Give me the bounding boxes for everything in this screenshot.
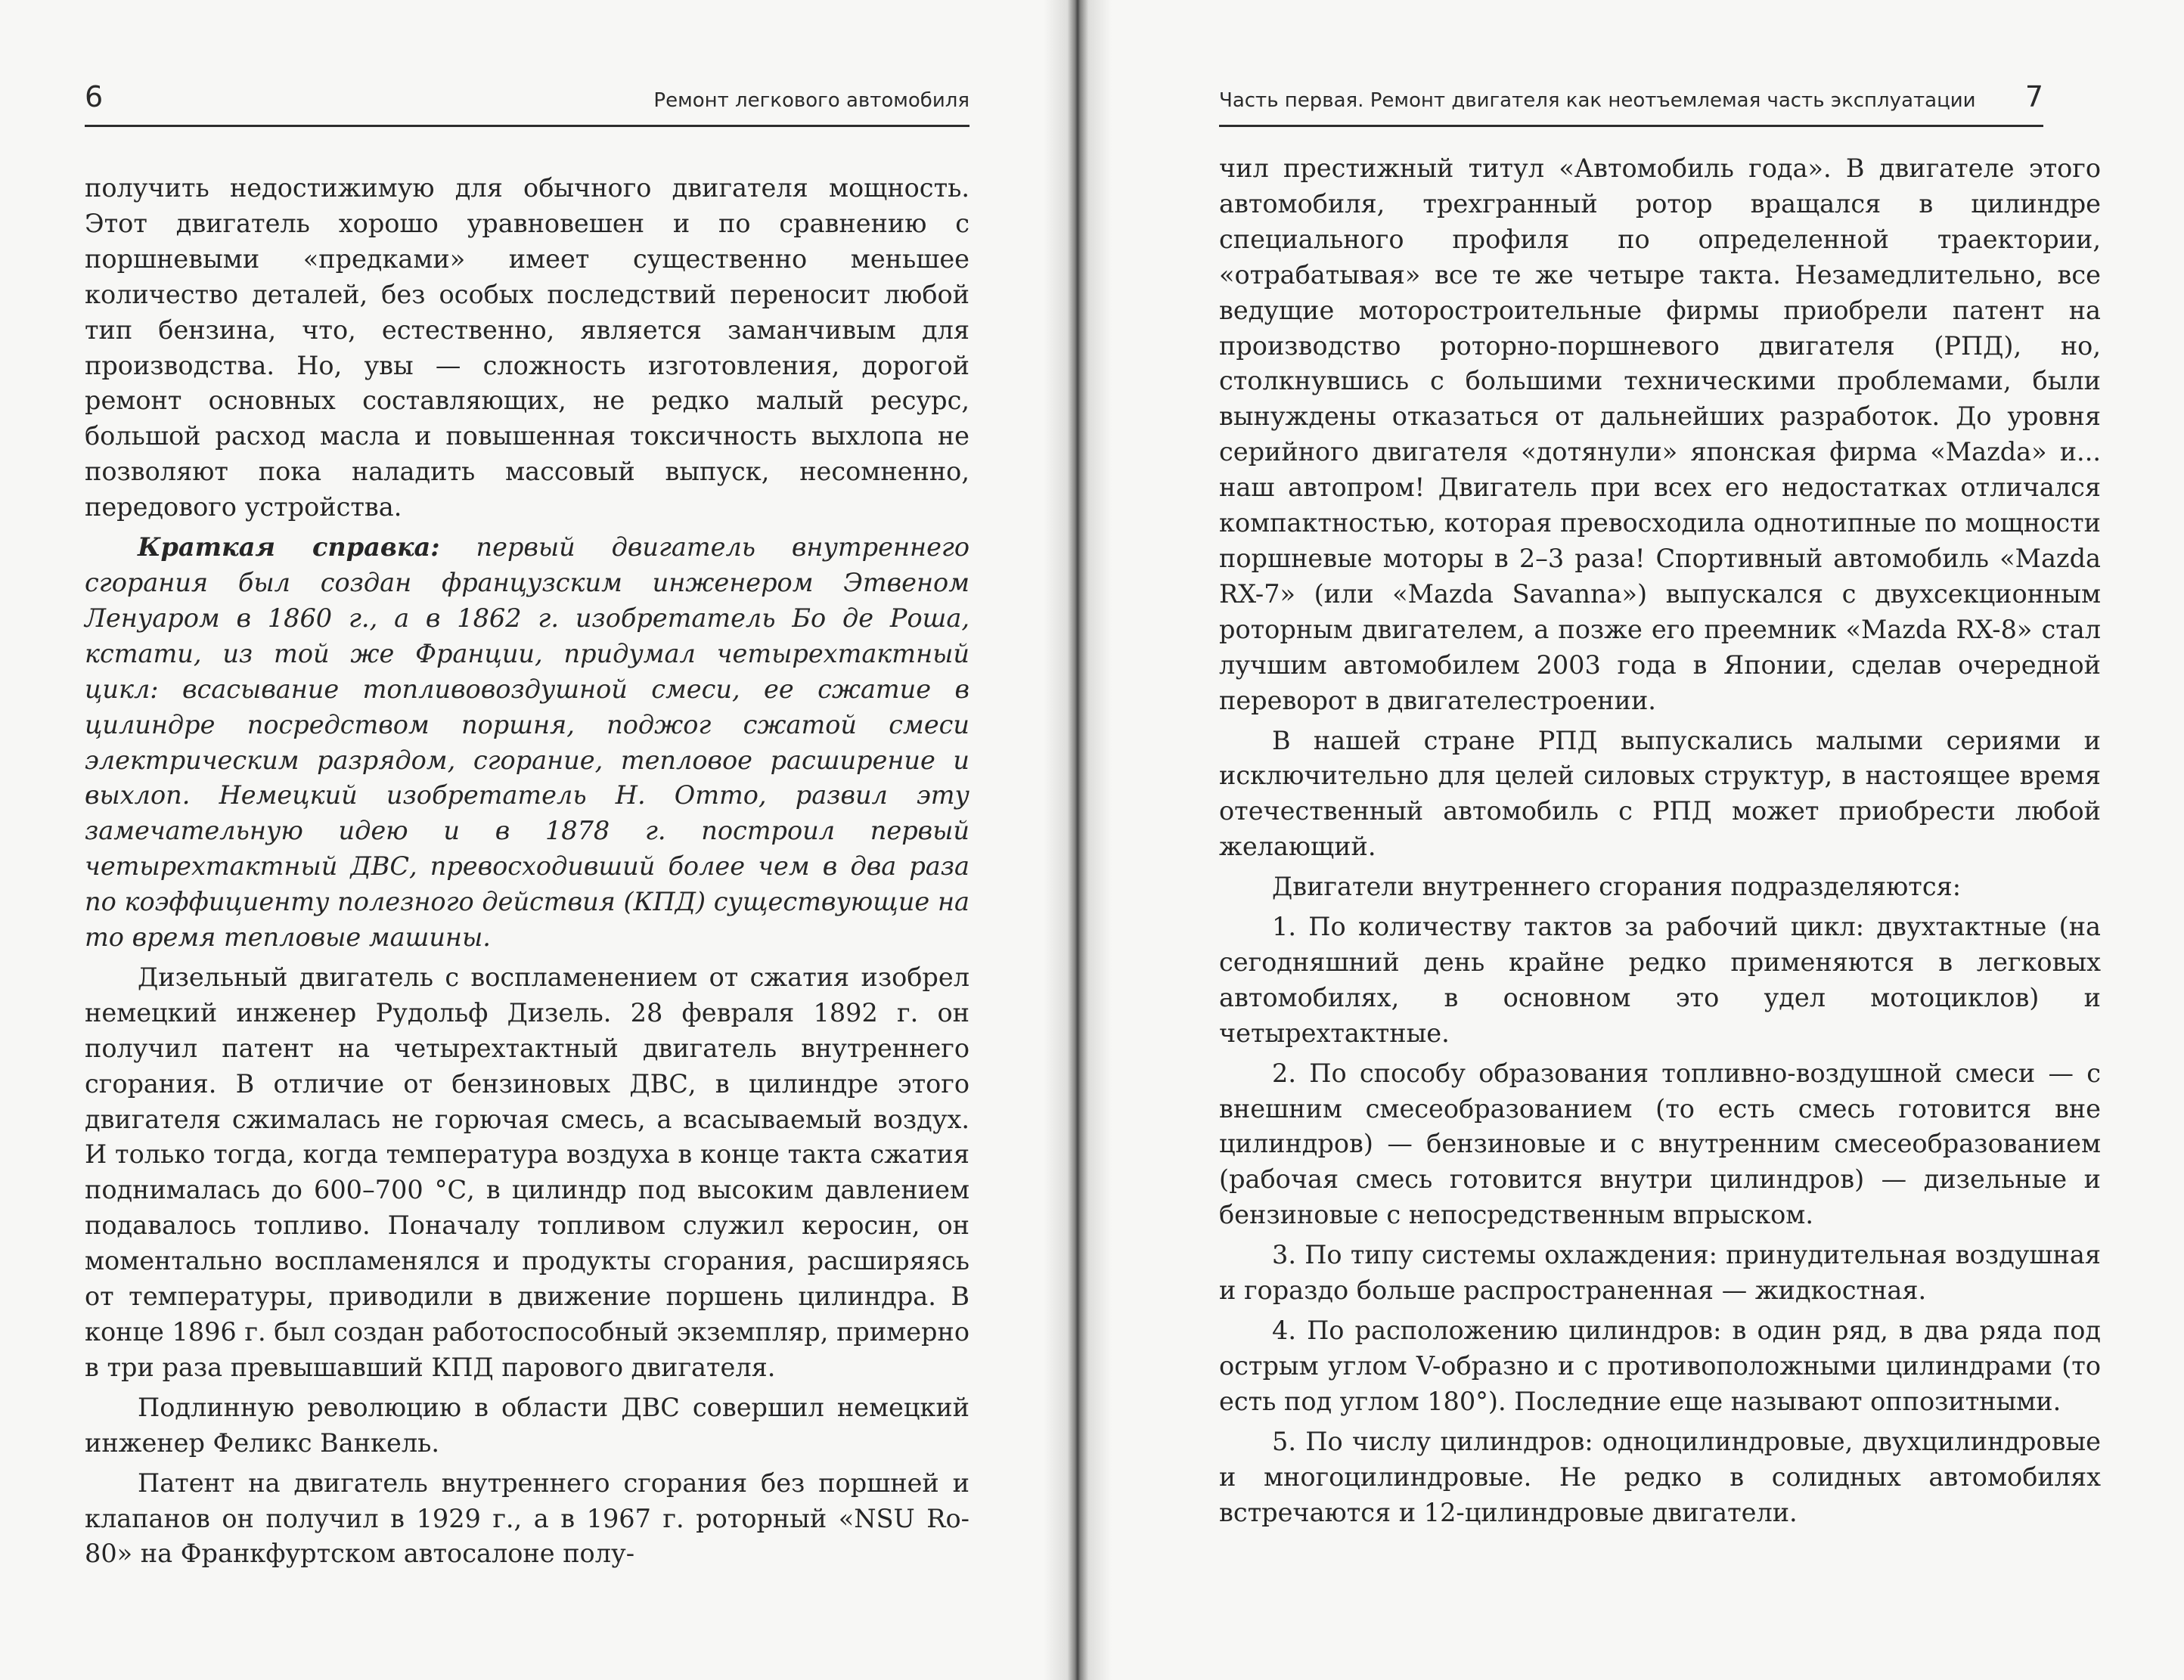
- running-head: Ремонт легкового автомобиля: [653, 89, 969, 112]
- right-page-body: [1219, 151, 2101, 1535]
- paragraph: Подлинную революцию в области ДВС совершил немецкий инженер Феликс Ванкель.: [85, 1392, 969, 1458]
- paragraph: В нашей стране РПД выпускались малыми сериями и исключительно для целей силовых структур, в настоящее время отечественный автомобиль с РПД может приобрести любой желающий.: [1219, 725, 2101, 862]
- reference-note: [85, 530, 969, 956]
- left-page-header: [85, 67, 969, 127]
- header-rule: [85, 125, 969, 127]
- list-item: 5. По числу цилиндров: одноцилиндровые, двухцилиндровые и многоцилиндровые. Не редко в солидных автомобилях встречаются и 12-цилиндровые двигатели.: [1219, 1426, 2101, 1527]
- book-gutter: [1044, 0, 1112, 1680]
- reference-text: первый двигатель внутреннего сгорания был создан французским инженером Этвеном Ленуаром в 1860 г., а в 1862 г. изобретатель Бо де Роша, кстати, из той же Франции, придумал четырехтактный цикл: всасывание топливовоздушной смеси, ее сжатие в цилиндре посредством поршня, поджог сжатой смеси электрическим разрядом, сгорание, тепловое расширение и выхлоп. Немецкий изобретатель Н. Отто, развил эту замечательную идею и в 1878 г. построил первый четырехтактный ДВС, превосходивший более чем в два раза по коэффициенту полезного действия (КПД) существующие на то время тепловые машины.: [85, 532, 969, 953]
- page-number: 6: [85, 80, 104, 113]
- paragraph: Двигатели внутреннего сгорания подразделяются:: [1272, 872, 1962, 902]
- reference-label: Краткая справка:: [138, 532, 440, 563]
- list-item: 1. По количеству тактов за рабочий цикл: двухтактные (на сегодняшний день крайне редко применяются в легковых автомобилях, в основном это удел мотоциклов) и четырехтактные.: [1219, 912, 2101, 1048]
- list-item: 2. По способу образования топливно-воздушной смеси — с внешним смесеобразованием (то есть смесь готовится вне цилиндров) — бензиновые и с внутренним смесеобразованием (рабочая смесь готовится внутри цилиндров) — дизельные и бензиновые с непосредственным впрыском.: [1219, 1058, 2101, 1230]
- right-page-header: [1219, 67, 2043, 127]
- list-item: 3. По типу системы охлаждения: принудительная воздушная и гораздо больше распространенная — жидкостная.: [1219, 1240, 2101, 1306]
- header-rule: [1219, 125, 2043, 127]
- page-number: 7: [2024, 80, 2043, 113]
- paragraph: чил престижный титул «Автомобиль года». В двигателе этого автомобиля, трехгранный ротор вращался в цилиндре специального профиля по определенной траектории, «отрабатывая» все те же четыре такта. Незамедлительно, все ведущие моторостроительные фирмы приобрели патент на производство роторно-поршневого двигателя (РПД), но, столкнувшись с большими техническими проблемами, были вынуждены отказаться от дальнейших разработок. До уровня серийного двигателя «дотянули» японская фирма «Mazda» и... наш автопром! Двигатель при всех его недостатках отличался компактностью, которая превосходила однотипные по мощности поршневые моторы в 2–3 раза! Спортивный автомобиль «Mazda RX-7» (или «Mazda Savanna») выпускался с двухсекционным роторным двигателем, а позже его преемник «Mazda RX-8» стал лучшим автомобилем 2003 года в Японии, сделав очередной переворот в двигателестроении.: [1219, 153, 2101, 715]
- paragraph: Дизельный двигатель с воспламенением от сжатия изобрел немецкий инженер Рудольф Дизель. 28 февраля 1892 г. он получил патент на четырехтактный двигатель внутреннего сгорания. В отличие от бензиновых ДВС, в цилиндре этого двигателя сжималась не горючая смесь, а всасываемый воздух. И только тогда, когда температура воздуха в конце такта сжатия поднималась до 600–700 °С, в цилиндр под высоким давлением подавалось топливо. Поначалу топливом служил керосин, он моментально воспламенялся и продукты сгорания, расширяясь от температуры, приводили в движение поршень цилиндра. В конце 1896 г. был создан работоспособный экземпляр, примерно в три раза превышавший КПД парового двигателя.: [85, 962, 969, 1382]
- paragraph: получить недостижимую для обычного двигателя мощность. Этот двигатель хорошо уравновешен и по сравнению с поршневыми «предками» имеет существенно меньшее количество деталей, без особых последствий переносит любой тип бензина, что, естественно, является заманчивым для производства. Но, увы — сложность изготовления, дорогой ремонт основных составляющих, не редко малый ресурс, большой расход масла и повышенная токсичность выхлопа не позволяют пока наладить массовый выпуск, несомненно, передового устройства.: [85, 173, 969, 522]
- paragraph: Патент на двигатель внутреннего сгорания без поршней и клапанов он получил в 1929 г., а в 1967 г. роторный «NSU Ro-80» на Франкфуртском автосалоне полу-: [85, 1468, 969, 1569]
- left-page-body: [85, 171, 969, 1576]
- running-head: Часть первая. Ремонт двигателя как неотъемлемая часть эксплуатации: [1219, 89, 1976, 112]
- list-item: 4. По расположению цилиндров: в один ряд, в два ряда под острым углом V-образно и с противоположными цилиндрами (то есть под углом 180°). Последние еще называют оппозитными.: [1219, 1316, 2101, 1416]
